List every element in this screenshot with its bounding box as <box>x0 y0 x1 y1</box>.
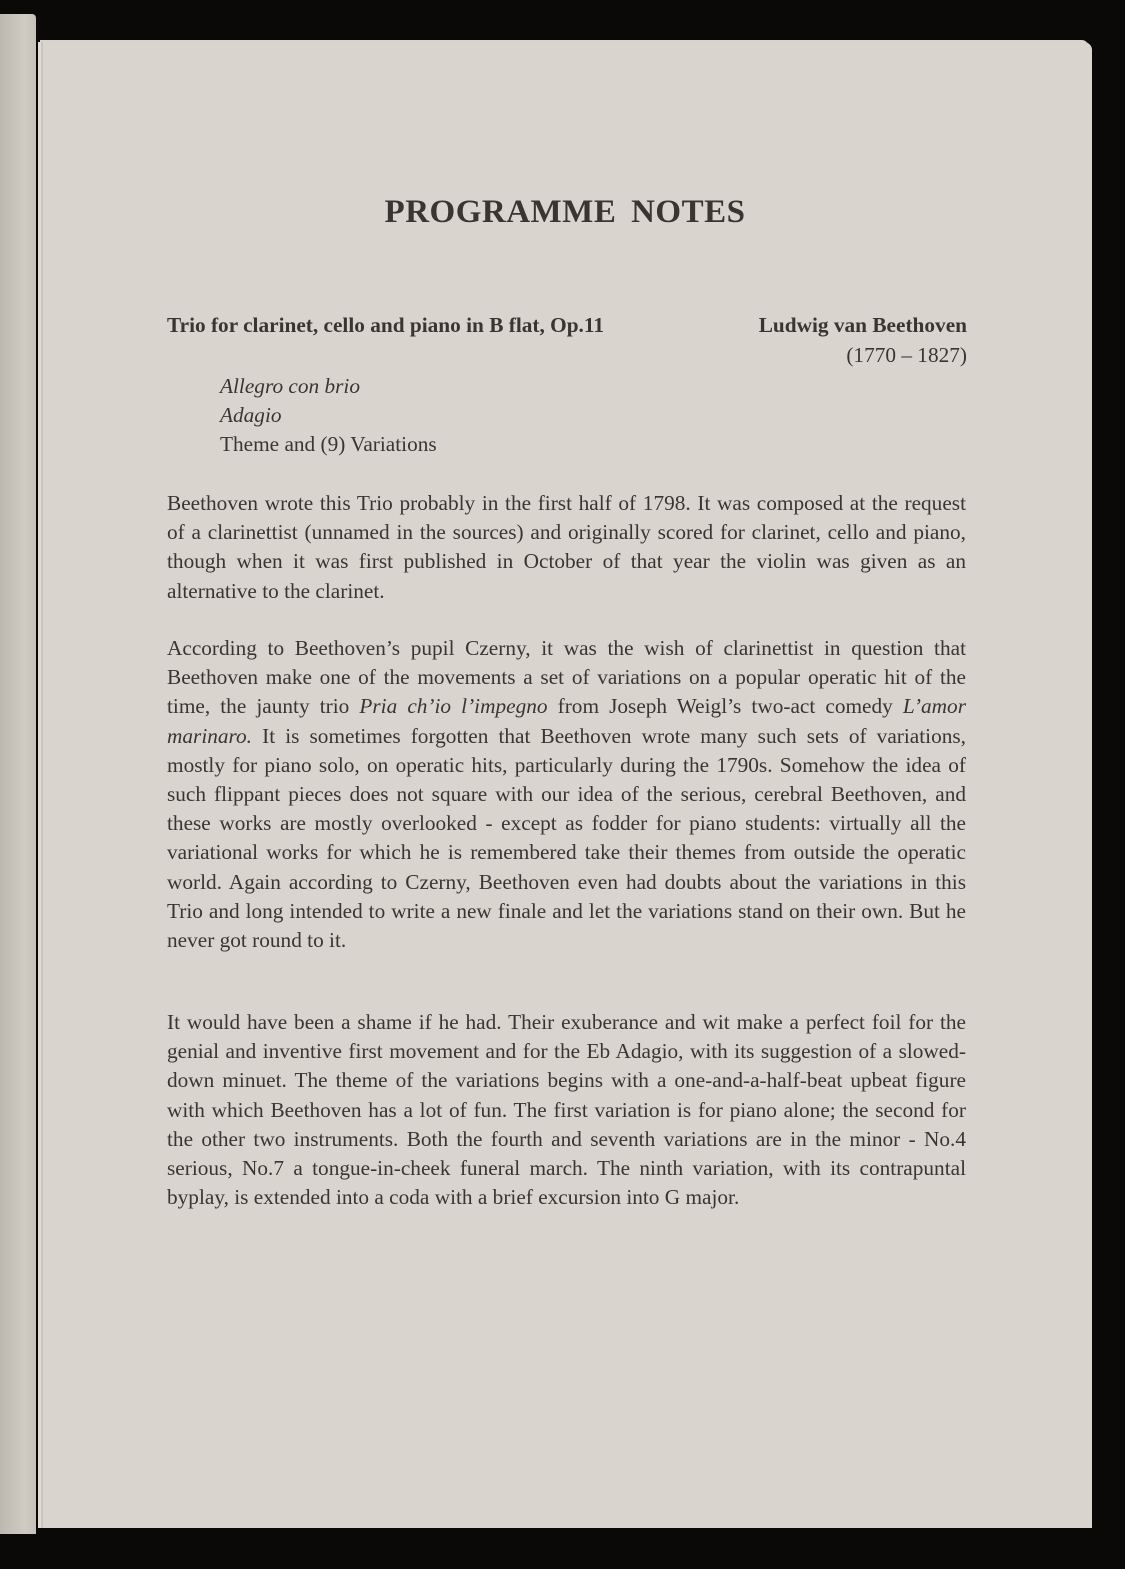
paragraph-2 <box>167 634 966 955</box>
work-title: Trio for clarinet, cello and piano in B flat, Op.11 <box>167 313 604 337</box>
paragraph-2-text: According to Beethoven’s pupil Czerny, it was the wish of clarinettist in question that Beethoven make one of the movements a set of variations on a popular operatic hit of the time, the jaunty trio <box>167 636 966 719</box>
paragraph-2-text: from Joseph Weigl’s two-act comedy <box>547 694 903 719</box>
movement-item: Theme and (9) Variations <box>220 432 437 456</box>
paragraph-3: It would have been a shame if he had. Their exuberance and wit make a perfect foil for the genial and inventive first movement and for the Eb Adagio, with its suggestion of a slowed-down minuet. The theme of the variations begins with a one-and-a-half-beat upbeat figure with which Beethoven has a lot of fun. The first variation is for piano alone; the second for the other two instruments. Both the fourth and seventh variations are in the minor - No.4 serious, No.7 a tongue-in-cheek funeral march. The ninth variation, with its contrapuntal byplay, is extended into a coda with a brief excursion into G major. <box>167 1010 966 1210</box>
document-page <box>38 42 1092 1528</box>
movement-list <box>220 372 437 459</box>
aria-title: Pria ch’io l’impegno <box>359 694 548 719</box>
paragraph-1: Beethoven wrote this Trio probably in the first half of 1798. It was composed at the request of a clarinettist (unnamed in the sources) and originally scored for clarinet, cello and piano, though when it was first published in October of that year the violin was given as an alternative to the clarinet. <box>167 491 966 603</box>
movement-item: Adagio <box>220 403 282 427</box>
movement-item: Allegro con brio <box>220 374 360 398</box>
composer-dates: (1770 – 1827) <box>846 343 967 367</box>
previous-page-edge <box>0 14 36 1534</box>
paragraph-2-text: It is sometimes forgotten that Beethoven wrote many such sets of variations, mostly for piano solo, on operatic hits, particularly during the 1790s. Somehow the idea of such flippant pieces does not square with our idea of the serious, cerebral Beethoven, and these works are mostly overlooked - except as fodder for piano students: virtually all the variational works for which he is remembered take their themes from outside the operatic world. Again according to Czerny, Beethoven even had doubts about the variations in this Trio and long intended to write a new finale and let the variations stand on their own. But he never got round to it. <box>167 723 966 953</box>
work-header <box>167 313 967 373</box>
composer-name: Ludwig van Beethoven <box>758 313 967 337</box>
page-title: PROGRAMME NOTES <box>384 194 746 230</box>
opera-title: L’amor marinaro. <box>167 694 966 748</box>
